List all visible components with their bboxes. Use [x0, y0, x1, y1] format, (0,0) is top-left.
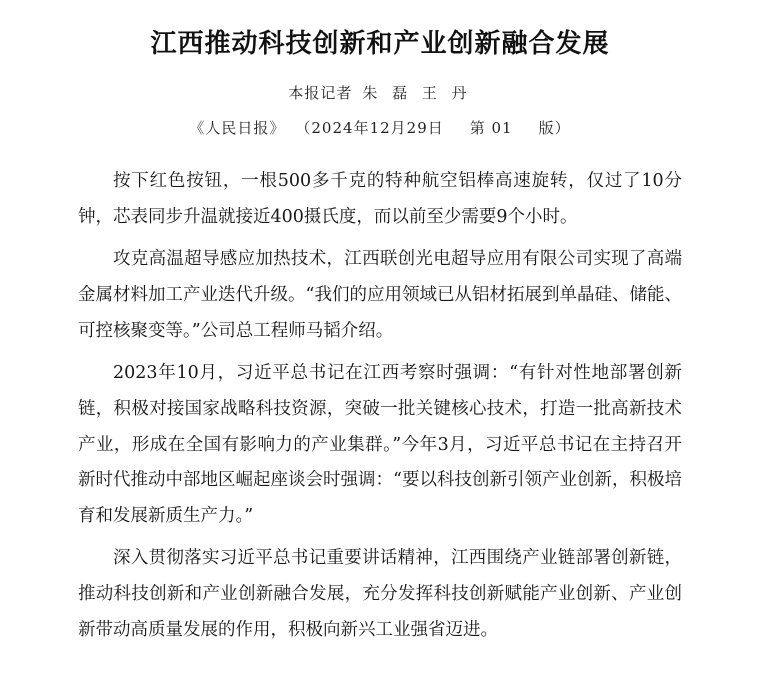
- source-line: [0, 117, 760, 138]
- source-page-suffix: 版）: [538, 119, 571, 138]
- source-date: （2024年12月29日: [295, 119, 444, 138]
- article-page: [0, 26, 760, 673]
- byline-label: 本报记者: [288, 84, 353, 103]
- article-body: [78, 164, 682, 648]
- source-page-label: 第 01: [469, 119, 513, 138]
- paragraph: 按下红色按钮，一根500多千克的特种航空铝棒高速旋转，仅过了10分钟，芯表同步升温就接近400摄氏度，而以前至少需要9个小时。: [78, 171, 682, 228]
- page-title: 江西推动科技创新和产业创新融合发展: [150, 29, 610, 59]
- source-name: 《人民日报》: [189, 119, 286, 138]
- paragraph: 深入贯彻落实习近平总书记重要讲话精神，江西围绕产业链部署创新链，推动科技创新和产业创新融合发展，充分发挥科技创新赋能产业创新、产业创新带动高质量发展的作用，积极向新兴工业强省迈进。: [78, 548, 682, 640]
- paragraph: 2023年10月，习近平总书记在江西考察时强调：“有针对性地部署创新链，积极对接国家战略科技资源，突破一批关键核心技术，打造一批高新技术产业，形成在全国有影响力的产业集群。”今年3月，习近平总书记在主持召开新时代推动中部地区崛起座谈会时强调：“要以科技创新引领产业创新，积极培育和发展新质生产力。”: [78, 362, 682, 527]
- byline-names: 朱 磊 王 丹: [362, 84, 472, 103]
- byline: [0, 82, 760, 103]
- paragraph: 攻克高温超导感应加热技术，江西联创光电超导应用有限公司实现了高端金属材料加工产业迭代升级。“我们的应用领域已从铝材拓展到单晶硅、储能、可控核聚变等。”公司总工程师马韬介绍。: [78, 249, 682, 341]
